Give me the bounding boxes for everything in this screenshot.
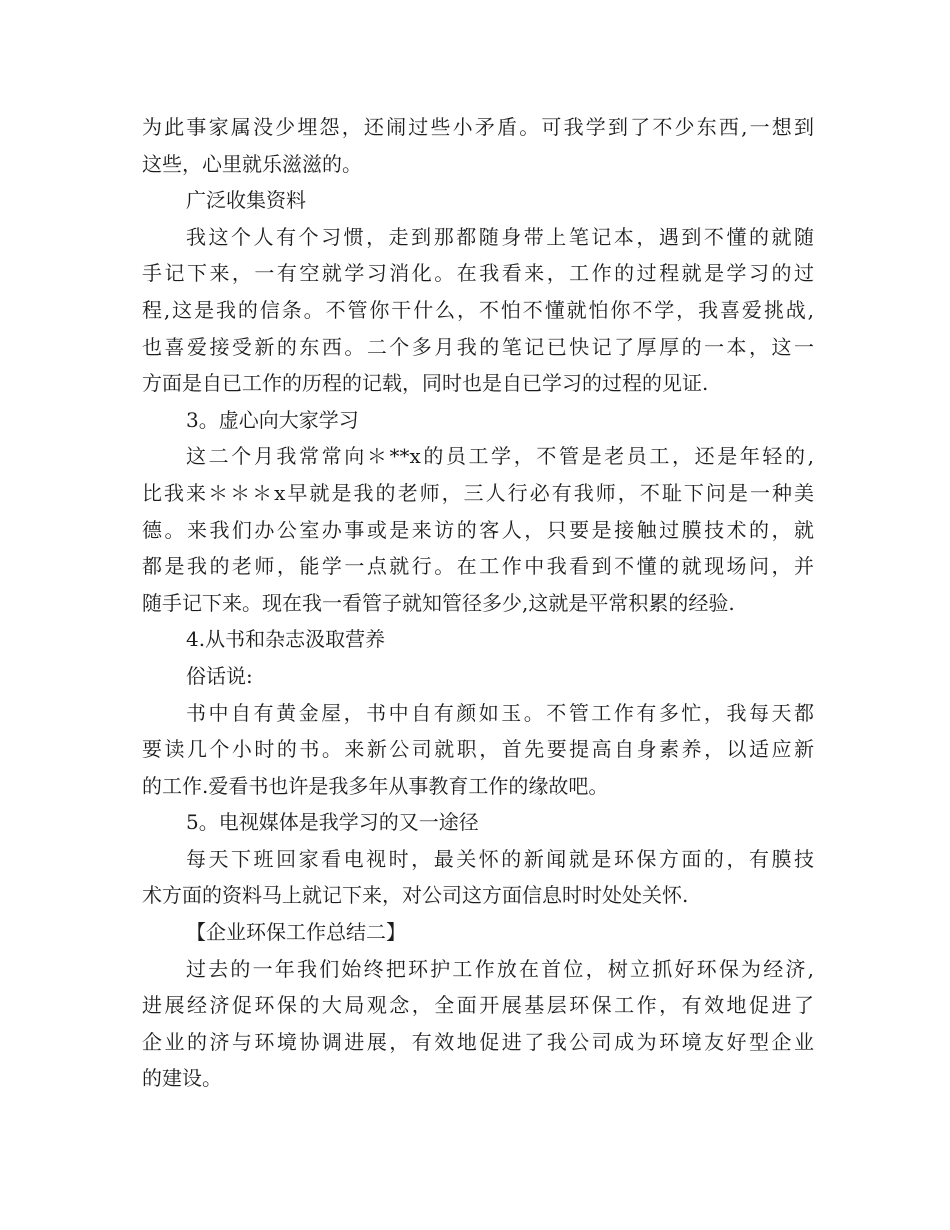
text-line: 手记下来，一有空就学习消化。在我看来，工作的过程就是学习的过 — [142, 261, 814, 286]
text-line: 为此事家属没少埋怨，还闹过些小矛盾。可我学到了不少东西,一想到 — [142, 115, 814, 139]
text-line: 【企业环保工作总结二】 — [186, 920, 406, 945]
text-line: 程,这是我的信条。不管你干什么，不怕不懂就怕你不学，我喜爱挑战, — [142, 297, 814, 322]
text-line: 5。电视媒体是我学习的又一途径 — [186, 810, 479, 835]
text-line: 我这个人有个习惯，走到那都随身带上笔记本，遇到不懂的就随 — [186, 224, 814, 249]
text-line: 都是我的老师，能学一点就行。在工作中我看到不懂的就现场问，并 — [142, 554, 814, 579]
text-line: 德。来我们办公室办事或是来访的客人，只要是接触过膜技术的，就 — [142, 517, 814, 542]
text-line: 比我来＊＊＊x早就是我的老师，三人行必有我师，不耻下问是一种美 — [142, 480, 814, 505]
body-text — [142, 109, 814, 1097]
text-line: 企业的济与环境协调进展，有效地促进了我公司成为环境友好型企业 — [142, 1029, 814, 1054]
text-line: 书中自有黄金屋，书中自有颜如玉。不管工作有多忙，我每天都 — [186, 700, 814, 725]
text-line: 的工作.爱看书也许是我多年从事教育工作的缘故吧。 — [142, 773, 609, 798]
text-line: 随手记下来。现在我一看管子就知管径多少,这就是平常积累的经验. — [142, 590, 735, 615]
text-line: 这二个月我常常向＊**x的员工学，不管是老员工，还是年轻的, — [186, 444, 814, 469]
text-line: 每天下班回家看电视时，最关怀的新闻就是环保方面的，有膜技 — [186, 846, 814, 871]
text-line: 4.从书和杂志汲取营养 — [186, 627, 386, 652]
text-line: 这些，心里就乐滋滋的。 — [142, 151, 362, 176]
text-line: 俗话说: — [186, 663, 253, 688]
text-line: 进展经济促环保的大局观念，全面开展基层环保工作，有效地促进了 — [142, 993, 814, 1018]
text-line: 方面是自已工作的历程的记载，同时也是自已学习的过程的见证. — [142, 371, 709, 396]
text-line: 的建设。 — [142, 1066, 222, 1091]
text-line: 广泛收集资料 — [186, 188, 306, 213]
text-line: 要读几个小时的书。来新公司就职，首先要提高自身素养，以适应新 — [142, 737, 814, 762]
text-line: 也喜爱接受新的东西。二个多月我的笔记已快记了厚厚的一本，这一 — [142, 334, 814, 359]
text-line: 过去的一年我们始终把环护工作放在首位，树立抓好环保为经济, — [186, 956, 814, 981]
text-line: 术方面的资料马上就记下来，对公司这方面信息时时处处关怀. — [142, 883, 689, 908]
text-line: 3。虚心向大家学习 — [186, 407, 359, 432]
